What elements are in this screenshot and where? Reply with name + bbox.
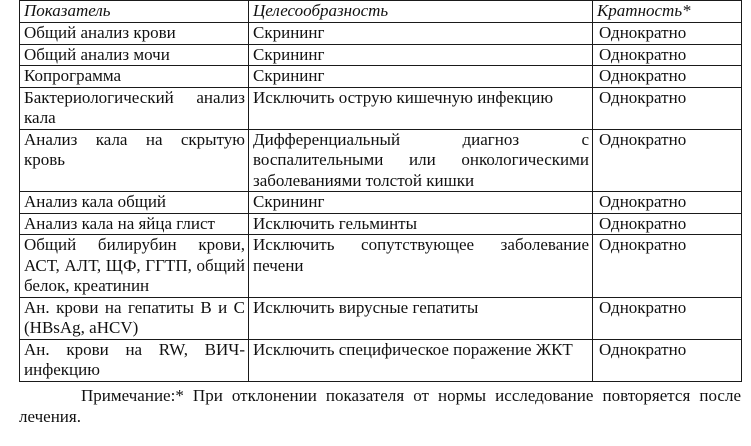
cell-frequency: Однократно [593,129,742,192]
cell-purpose: Исключить вирусные гепатиты [249,297,593,339]
cell-frequency: Однократно [593,297,742,339]
cell-indicator: Анализ кала на яйца глист [20,213,249,235]
table-row [20,235,742,298]
cell-frequency: Однократно [593,235,742,298]
cell-frequency: Однократно [593,44,742,66]
cell-indicator: Копрограмма [20,66,249,88]
table-row [20,192,742,214]
cell-frequency: Однократно [593,213,742,235]
cell-purpose: Скрининг [249,192,593,214]
document-page [19,0,741,444]
cell-purpose: Исключить гельминты [249,213,593,235]
cell-purpose: Скрининг [249,66,593,88]
table-row [20,129,742,192]
table-row [20,213,742,235]
cell-purpose: Скрининг [249,44,593,66]
table-row [20,23,742,45]
cell-indicator: Ан. крови на гепатиты В и С (HBsAg, aHCV) [20,297,249,339]
cell-purpose: Скрининг [249,23,593,45]
table-row [20,87,742,129]
header-purpose: Целесообразность [249,1,593,23]
table-header-row [20,1,742,23]
cell-frequency: Однократно [593,339,742,381]
cell-purpose: Исключить острую кишечную инфекцию [249,87,593,129]
cell-frequency: Однократно [593,192,742,214]
cell-purpose: Исключить сопутствующее заболевание печени [249,235,593,298]
cell-frequency: Однократно [593,23,742,45]
table-row [20,44,742,66]
cell-frequency: Однократно [593,66,742,88]
cell-indicator: Анализ кала на скрытую кровь [20,129,249,192]
cell-indicator: Общий анализ мочи [20,44,249,66]
cell-indicator: Ан. крови на RW, ВИЧ-инфекцию [20,339,249,381]
cell-indicator: Общий анализ крови [20,23,249,45]
header-indicator: Показатель [20,1,249,23]
table-row [20,297,742,339]
table-row [20,339,742,381]
table-row [20,66,742,88]
cell-purpose: Дифференциальный диагноз с воспалительными или онкологическими заболеваниями толстой кишки [249,129,593,192]
footnote: Примечание:* При отклонении показателя от нормы исследование повторяется после лечения. [19,385,741,426]
cell-indicator: Анализ кала общий [20,192,249,214]
cell-frequency: Однократно [593,87,742,129]
cell-indicator: Общий билирубин крови, АСТ, АЛТ, ЩФ, ГГТП, общий белок, креатинин [20,235,249,298]
examination-table [19,0,742,382]
cell-purpose: Исключить специфическое поражение ЖКТ [249,339,593,381]
cell-indicator: Бактериологический анализ кала [20,87,249,129]
header-frequency: Кратность* [593,1,742,23]
